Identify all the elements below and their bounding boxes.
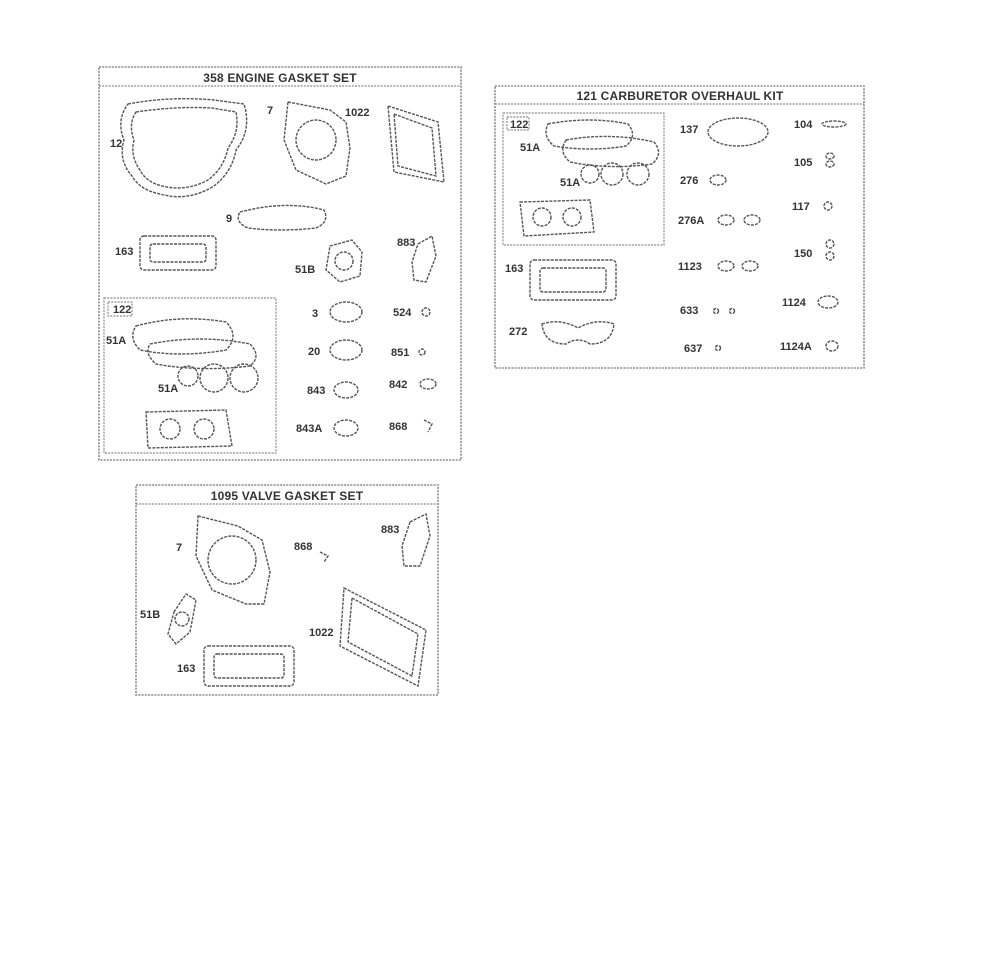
label-1124: 1124 — [782, 297, 806, 309]
label-272: 272 — [509, 326, 528, 338]
label-868: 868 — [294, 541, 313, 553]
label-51a-top: 51A — [520, 142, 541, 154]
label-842: 842 — [389, 379, 408, 391]
label-843: 843 — [307, 385, 326, 397]
label-7: 7 — [176, 542, 183, 554]
label-3: 3 — [312, 308, 319, 320]
label-633: 633 — [680, 305, 699, 317]
label-1022: 1022 — [309, 627, 334, 639]
label-122: 122 — [113, 304, 132, 316]
label-868: 868 — [389, 421, 408, 433]
label-883: 883 — [397, 237, 416, 249]
engine-gasket-set-title: 358 ENGINE GASKET SET — [203, 71, 357, 85]
label-851: 851 — [391, 347, 410, 359]
label-122: 122 — [510, 119, 529, 131]
label-637: 637 — [684, 343, 703, 355]
label-843a: 843A — [296, 423, 323, 435]
label-137: 137 — [680, 124, 699, 136]
label-1123: 1123 — [678, 261, 702, 273]
label-51a-top: 51A — [106, 335, 127, 347]
label-1022: 1022 — [345, 107, 370, 119]
label-276a: 276A — [678, 215, 705, 227]
label-12: 12 — [110, 138, 123, 150]
engine-gasket-set-panel — [99, 67, 461, 460]
valve-gasket-set-title: 1095 VALVE GASKET SET — [210, 489, 364, 503]
label-51a-bottom: 51A — [158, 383, 179, 395]
label-163: 163 — [115, 246, 134, 258]
label-524: 524 — [393, 307, 412, 319]
label-51a-bottom: 51A — [560, 177, 581, 189]
label-1124a: 1124A — [780, 341, 812, 353]
label-20: 20 — [308, 346, 321, 358]
label-276: 276 — [680, 175, 699, 187]
label-51b: 51B — [295, 264, 316, 276]
carburetor-overhaul-kit-panel — [495, 86, 864, 368]
valve-gasket-set-panel — [136, 485, 438, 695]
label-883: 883 — [381, 524, 400, 536]
label-104: 104 — [794, 119, 813, 131]
label-117: 117 — [792, 201, 810, 213]
label-9: 9 — [226, 213, 233, 225]
label-105: 105 — [794, 157, 813, 169]
carburetor-overhaul-kit-title: 121 CARBURETOR OVERHAUL KIT — [576, 89, 784, 103]
label-163: 163 — [177, 663, 196, 675]
label-163: 163 — [505, 263, 524, 275]
label-7: 7 — [267, 105, 274, 117]
label-150: 150 — [794, 248, 813, 260]
label-51b: 51B — [140, 609, 161, 621]
